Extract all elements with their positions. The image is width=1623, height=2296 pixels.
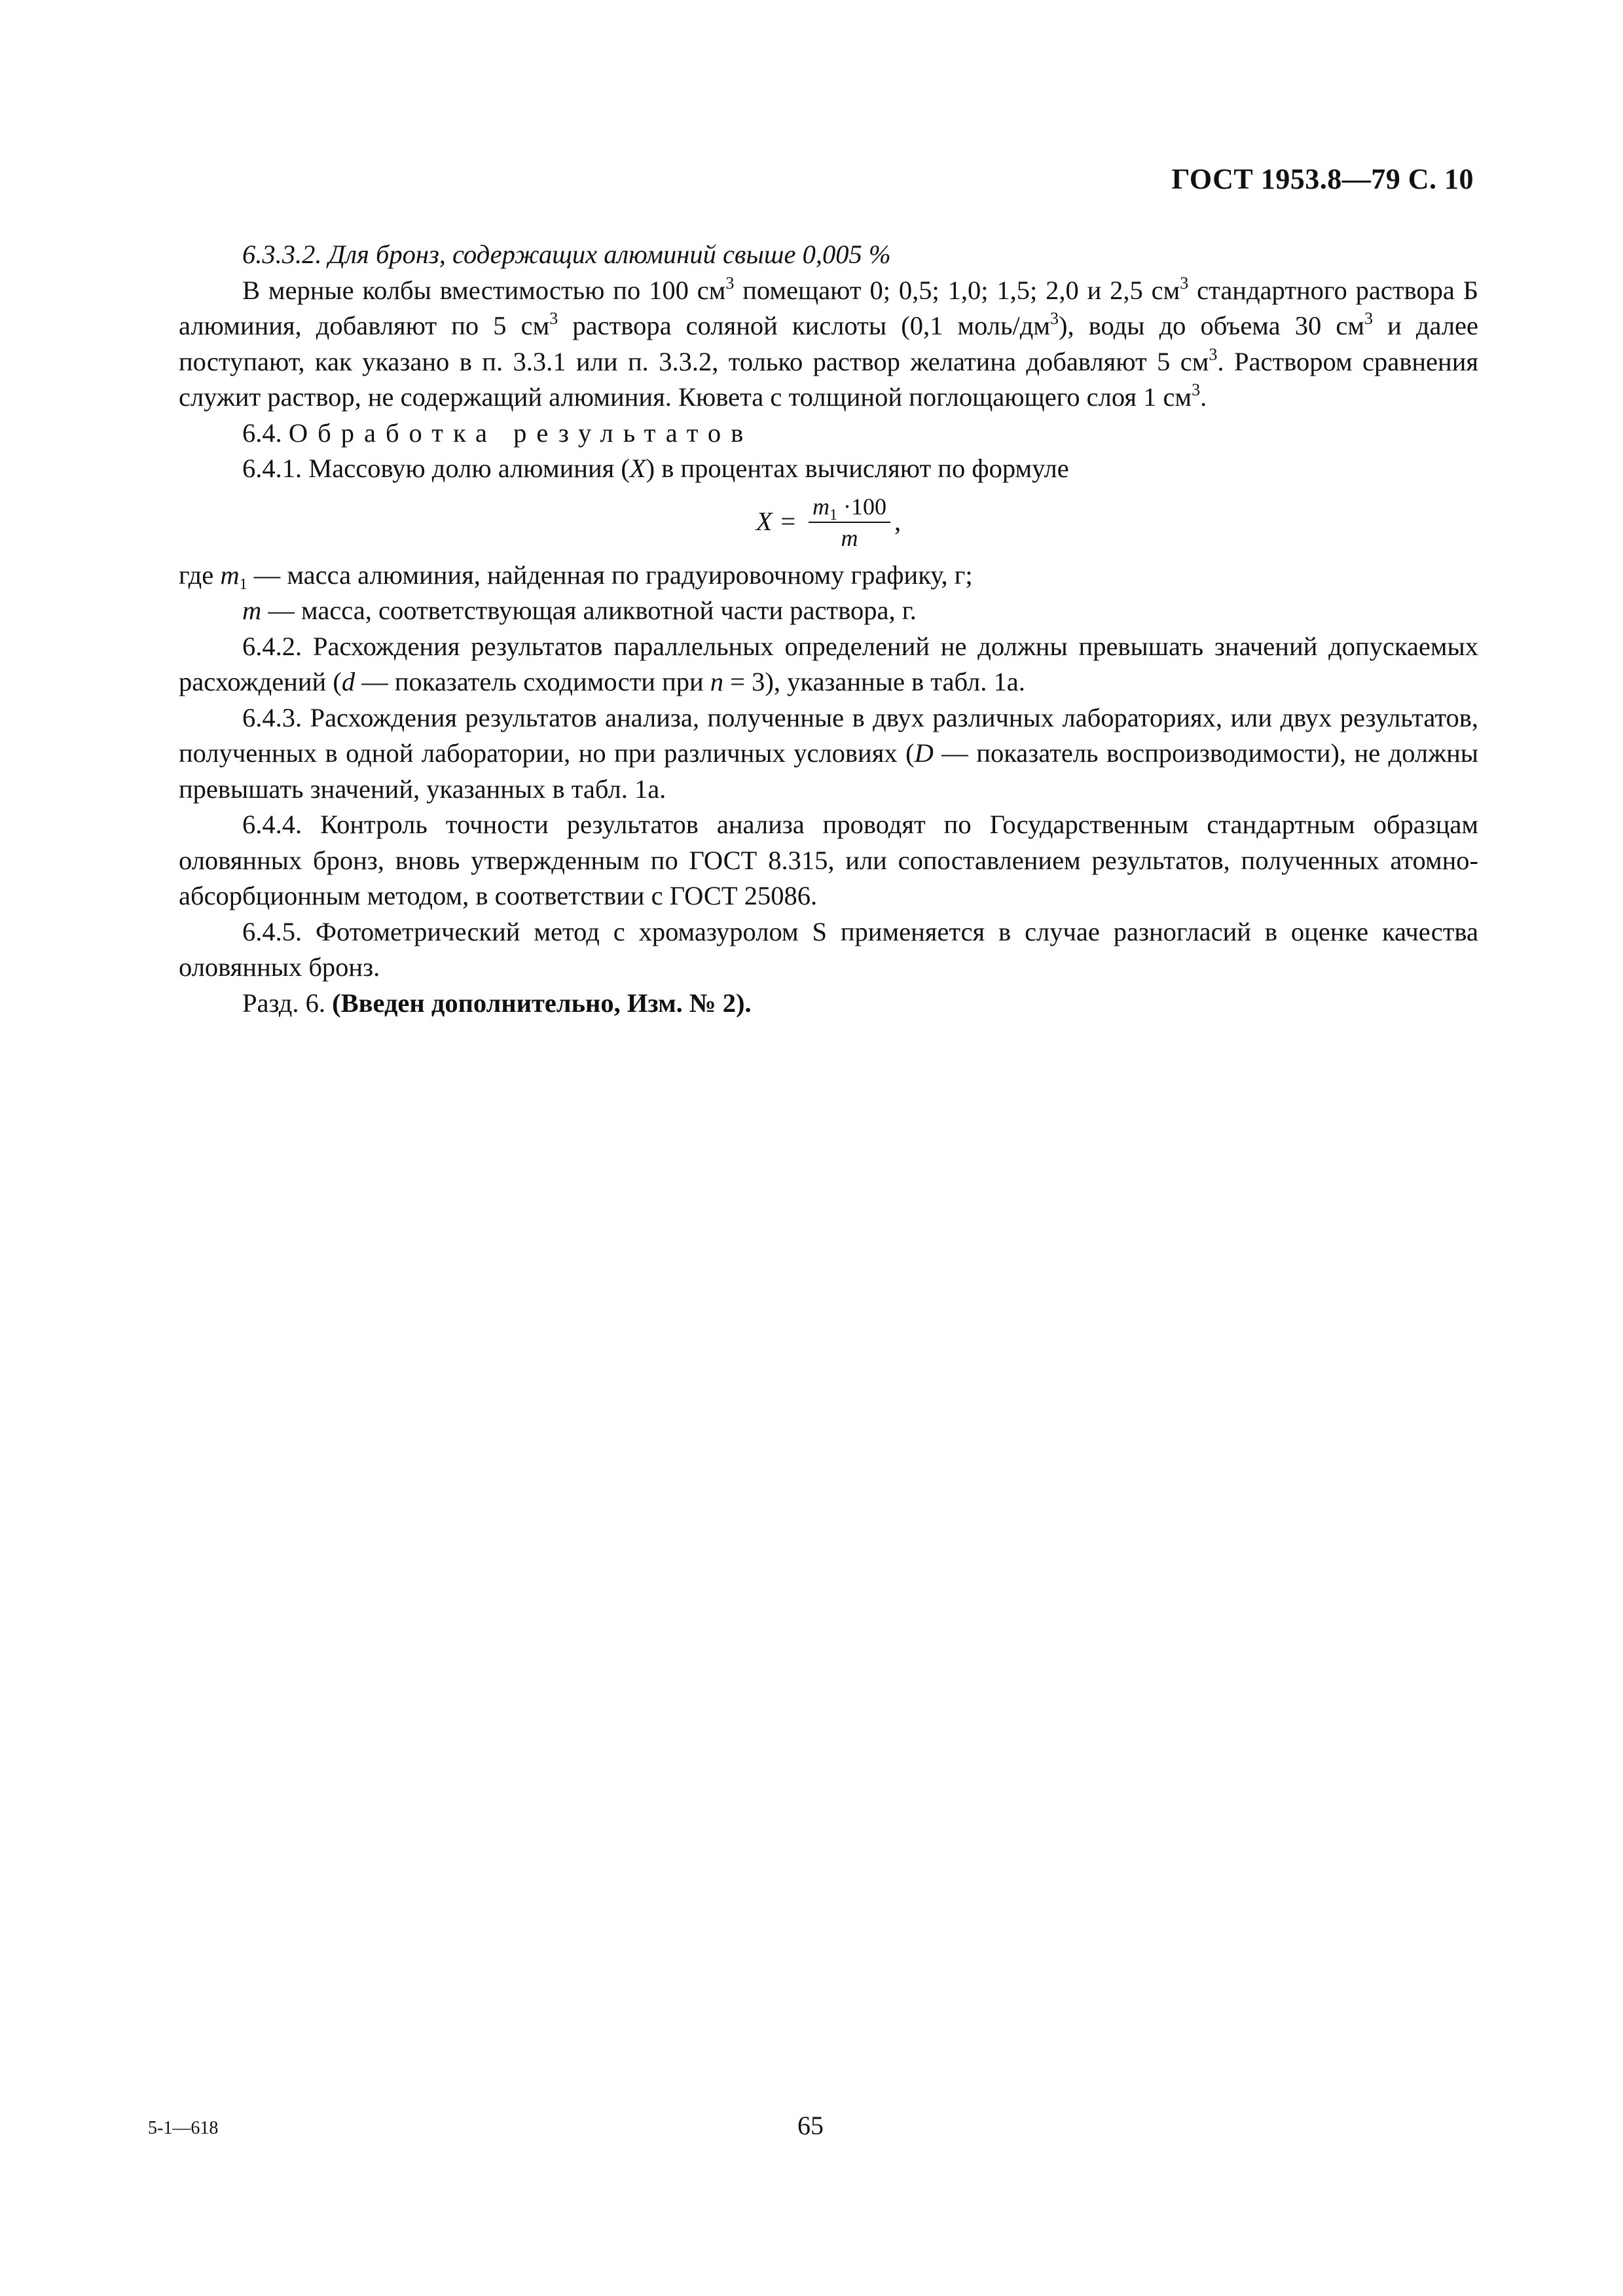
- text-run: помещают 0; 0,5; 1,0; 1,5; 2,0 и 2,5 см: [734, 275, 1180, 305]
- text-run: где: [179, 560, 221, 590]
- section-6-3-3-2-heading: 6.3.3.2. Для бронз, содержащих алюминий свыше 0,005 %: [242, 240, 891, 269]
- amendment-note: [179, 986, 1478, 1022]
- where-line-1: [179, 558, 1478, 594]
- text-run: — масса алюминия, найденная по градуировочному графику, г;: [247, 560, 973, 590]
- footer-code: 5-1—618: [148, 2118, 219, 2138]
- text-run: — масса, соответствующая аликвотной части раствора, г.: [261, 596, 917, 625]
- text-run: 6.4.3. Расхождения результатов анализа, полученные в двух различных лабораториях, или двух результатов, полученных в одной лаборатории, но при различных условиях (: [179, 702, 1478, 768]
- superscript: 3: [1180, 273, 1189, 293]
- text-run: ), воды до объема 30 см: [1058, 311, 1364, 340]
- section-6-4-1: [179, 451, 1478, 487]
- section-6-4-2: [179, 629, 1478, 700]
- text-run: ) в процентах вычисляют по формуле: [646, 454, 1069, 483]
- subscript: 1: [239, 575, 247, 593]
- numerator-var: m: [812, 493, 830, 520]
- text-run: — показатель воспроизводимости), не должны превышать значений, указанных в табл. 1а.: [179, 738, 1478, 804]
- section-6-4-heading: [179, 416, 1478, 452]
- variable-d: d: [341, 667, 356, 696]
- section-6-4-3: [179, 700, 1478, 808]
- variable-D: D: [914, 738, 934, 768]
- superscript: 3: [1049, 309, 1059, 328]
- text-run: раствора соляной кислоты (0,1 моль/дм: [558, 311, 1050, 340]
- text-run: 6.4.2. Расхождения результатов параллельных определений не должны превышать значений допускаемых расхождений (: [179, 631, 1478, 696]
- section-6-4-5: 6.4.5. Фотометрический метод с хромазуролом S применяется в случае разногласий в оценке качества оловянных бронз.: [179, 916, 1478, 982]
- formula-lhs: X =: [756, 507, 797, 537]
- variable-m: m: [242, 596, 262, 625]
- section-number: 6.4.: [242, 418, 282, 448]
- section-6-3-3-2-paragraph: [179, 273, 1478, 416]
- superscript: 3: [549, 309, 558, 328]
- where-line-2: [179, 593, 1478, 629]
- page-header: ГОСТ 1953.8—79 С. 10: [1171, 163, 1474, 195]
- section-6-4-4: 6.4.4. Контроль точности результатов анализа проводят по Государственным стандартным образцам оловянных бронз, вновь утвержденным по ГОСТ 8.315, или сопоставлением результатов, полученных атомно-абсорбционным методом, в соответствии с ГОСТ 25086.: [179, 810, 1478, 910]
- text-run: В мерные колбы вместимостью по 100 см: [242, 275, 726, 305]
- text-run: . Раствором сравнения служит раствор, не содержащий алюминия. Кювета с толщиной поглощающего слоя 1 см: [179, 346, 1478, 412]
- amendment-bold: (Введен дополнительно, Изм. № 2).: [332, 988, 752, 1018]
- text-run: = 3), указанные в табл. 1а.: [723, 667, 1025, 696]
- superscript: 3: [725, 273, 735, 293]
- variable-m1: m: [220, 560, 240, 590]
- superscript: 3: [1192, 380, 1201, 399]
- variable-x: X: [629, 454, 646, 483]
- text-run: и далее поступают, как указано в п. 3.3.1 или п. 3.3.2, только раствор желатина добавляют 5 см: [179, 311, 1478, 376]
- superscript: 3: [1209, 344, 1218, 364]
- section-title: Обработка результатов: [288, 418, 754, 448]
- formula: [179, 487, 1478, 558]
- text-run: Разд. 6.: [242, 988, 333, 1018]
- formula-trail: ,: [894, 507, 902, 537]
- numerator-sub: 1: [830, 506, 838, 524]
- page-number: 65: [797, 2111, 824, 2140]
- variable-n: n: [710, 667, 724, 696]
- text-run: .: [1200, 382, 1207, 412]
- formula-numerator: [809, 493, 890, 523]
- text-run: стандартного раствора Б алюминия, добавляют по 5 см: [179, 275, 1478, 340]
- document-body: [179, 237, 1478, 1021]
- text-run: 6.4.1. Массовую долю алюминия (: [242, 454, 630, 483]
- superscript: 3: [1364, 309, 1373, 328]
- text-run: — показатель сходимости при: [355, 667, 710, 696]
- numerator-rest: ·100: [837, 493, 887, 520]
- formula-denominator: m: [841, 524, 858, 551]
- formula-fraction: [809, 493, 890, 552]
